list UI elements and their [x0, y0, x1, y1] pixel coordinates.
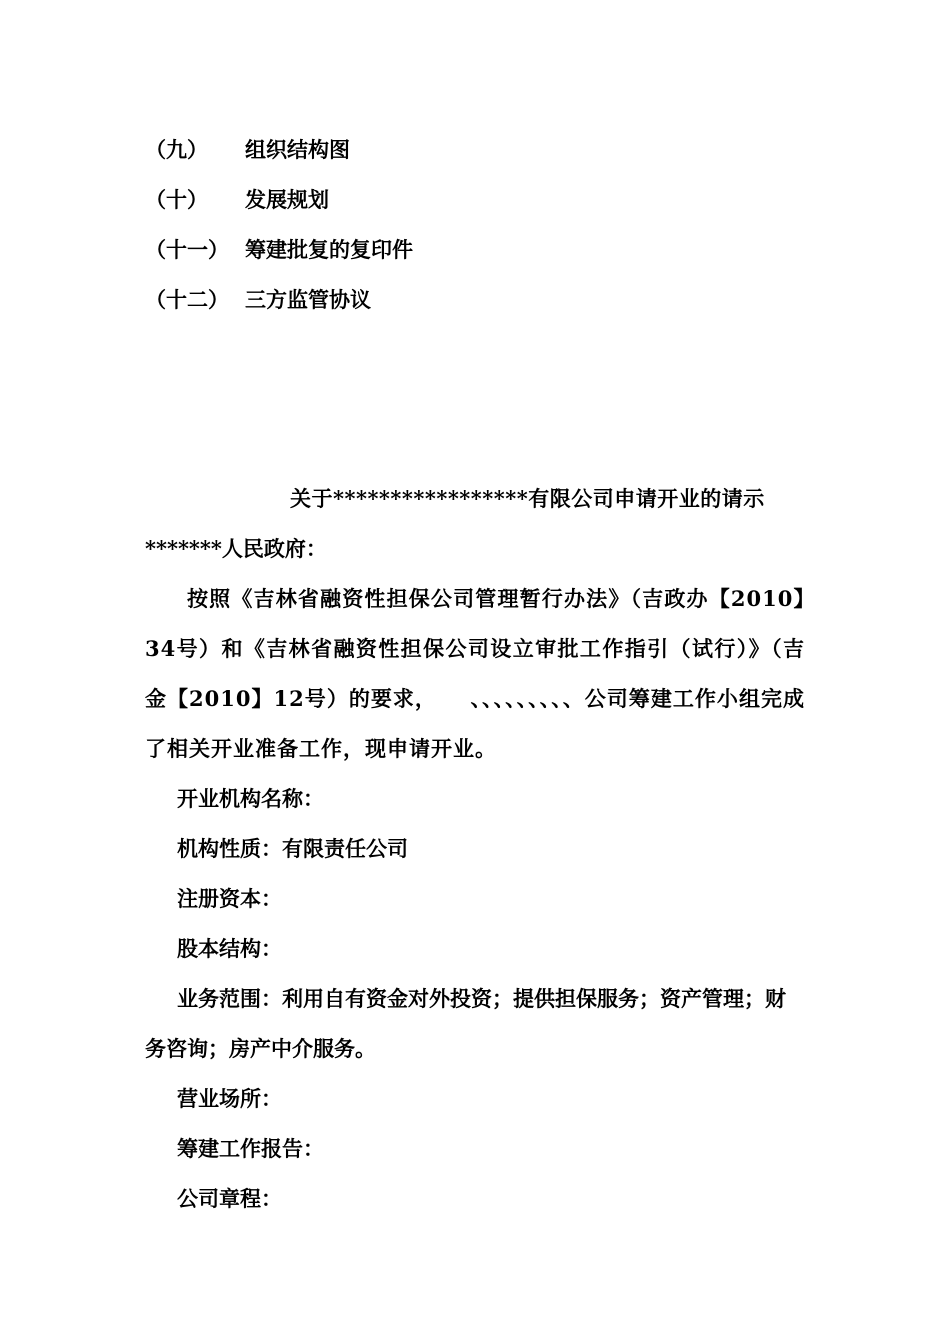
- field-org-name: 开业机构名称：: [177, 786, 324, 811]
- attachment-number: （十二）: [145, 287, 229, 312]
- request-letter: [145, 474, 805, 1224]
- attachment-label: 发展规划: [245, 187, 329, 212]
- letter-paragraph: 按照《吉林省融资性担保公司管理暂行办法》（吉政办【2010】34号）和《吉林省融资性担保公司设立审批工作指引（试行）》（吉金【2010】12号）的要求， 、、、、、、、、、公司筹建工作小组完成了相关开业准备工作，现申请开业。: [145, 586, 805, 761]
- letter-addressee: *******人民政府：: [145, 536, 327, 561]
- attachment-item: [145, 282, 413, 332]
- attachment-label: 三方监管协议: [245, 287, 371, 312]
- field-business-premises: 营业场所：: [177, 1086, 282, 1111]
- field-org-nature: 机构性质：有限责任公司: [177, 836, 408, 861]
- attachment-item: [145, 132, 413, 182]
- field-business-scope: 业务范围：利用自有资金对外投资；提供担保服务；资产管理；财务咨询；房产中介服务。: [145, 986, 786, 1061]
- field-company-charter: 公司章程：: [177, 1186, 282, 1211]
- attachment-item: [145, 182, 413, 232]
- attachment-label: 筹建批复的复印件: [245, 237, 413, 262]
- field-preparation-report: 筹建工作报告：: [177, 1136, 324, 1161]
- attachment-number: （十）: [145, 187, 208, 212]
- attachment-item: [145, 232, 413, 282]
- field-registered-capital: 注册资本：: [177, 886, 282, 911]
- attachment-label: 组织结构图: [245, 137, 350, 162]
- attachment-list: [145, 132, 413, 332]
- attachment-number: （十一）: [145, 237, 229, 262]
- attachment-number: （九）: [145, 137, 208, 162]
- letter-title: 关于*****************有限公司申请开业的请示: [290, 486, 765, 511]
- field-equity-structure: 股本结构：: [177, 936, 282, 961]
